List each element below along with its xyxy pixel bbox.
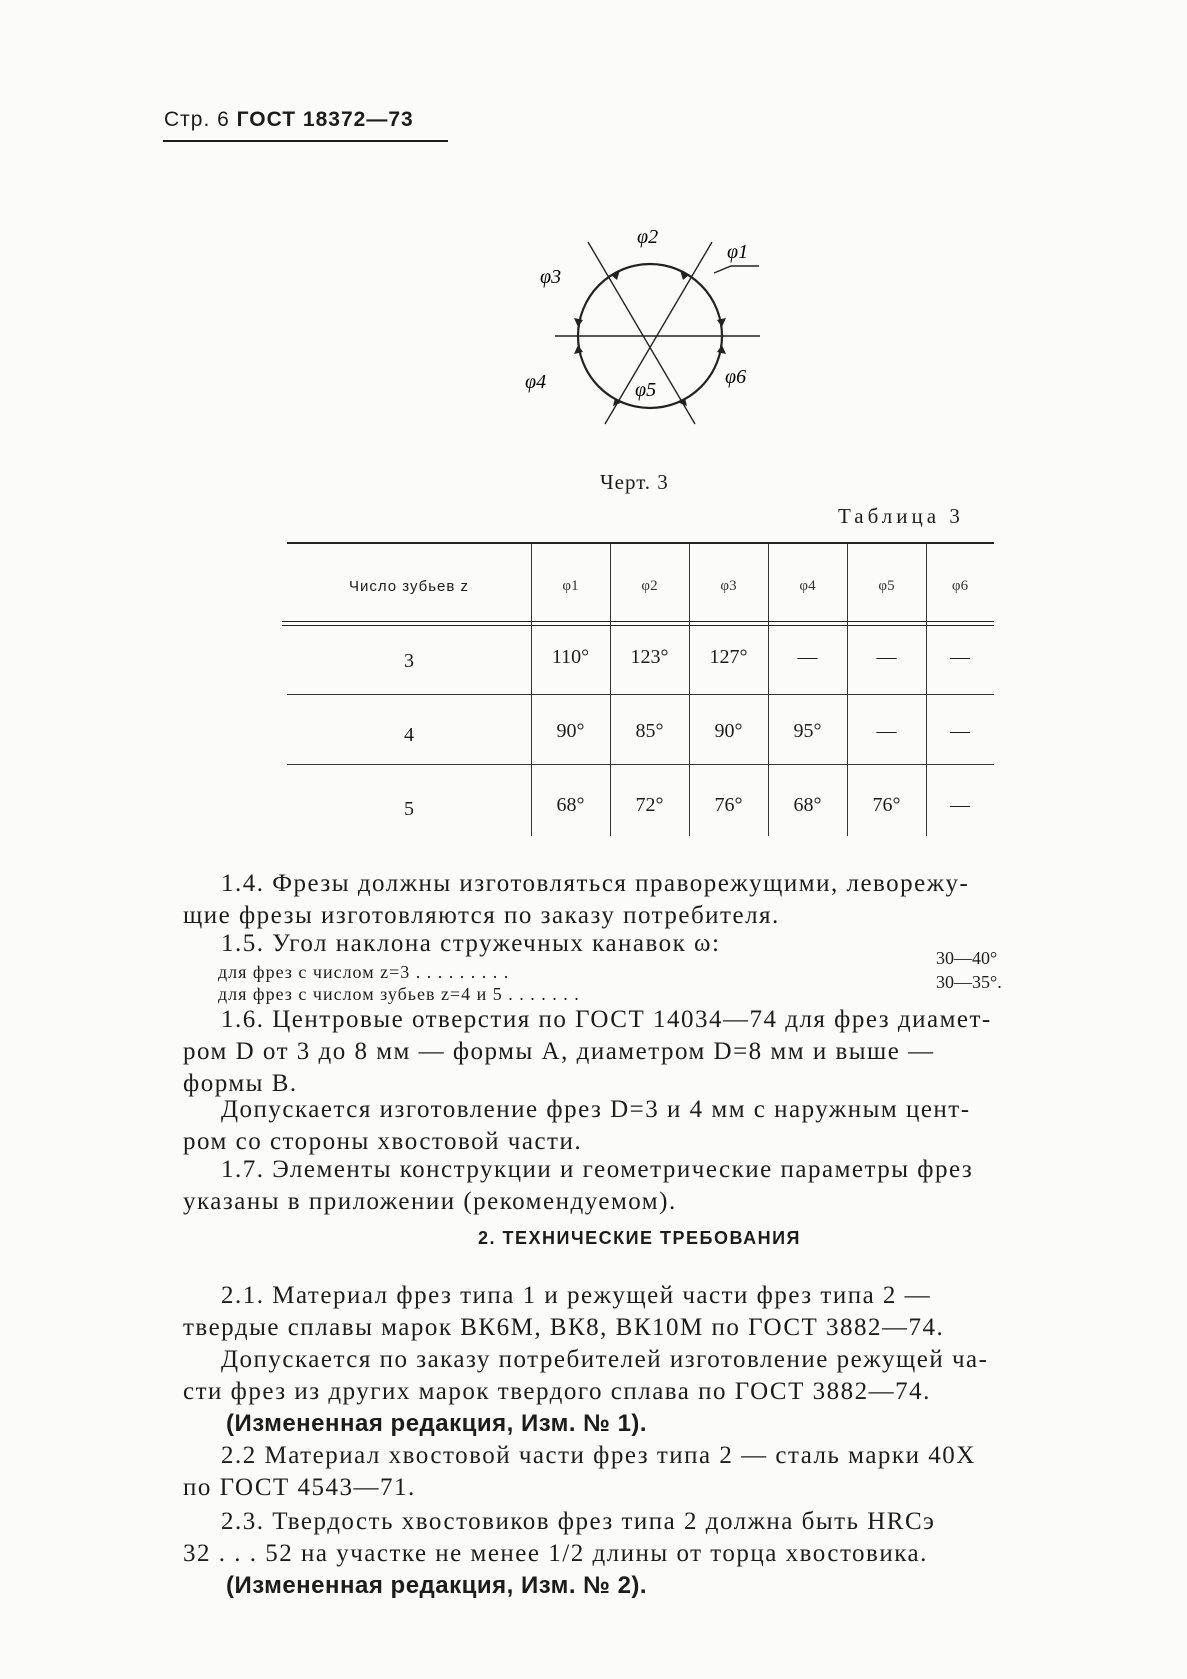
figure-caption: Черт. 3 [600, 470, 669, 494]
table-top-rule [287, 542, 994, 544]
table-head-rule [282, 621, 994, 626]
phi6-label: φ6 [725, 366, 747, 388]
angle-item-z3: для фрез с числом z=3 . . . . . . . . . [218, 962, 510, 982]
table-cell: 123° [630, 646, 669, 668]
table-cell: 90° [556, 720, 585, 742]
phi4-label: φ4 [525, 371, 547, 393]
angle-item-z45: для фрез с числом зубьев z=4 и 5 . . . . . . . [218, 984, 580, 1004]
phi1-label: φ1 [727, 241, 749, 263]
table-cell: — [950, 646, 970, 668]
table-cell: 76° [714, 794, 743, 816]
paragraph-2-1-note [183, 1344, 1113, 1408]
cutter-angle-diagram [525, 228, 765, 428]
table-cell: 5 [404, 798, 414, 820]
phi2-label: φ2 [637, 228, 659, 248]
text-line: 1.4. Фрезы должны изготовляться праворежущими, леворежу- [221, 870, 970, 897]
table-cell: 85° [635, 720, 664, 742]
table-cell: — [950, 720, 970, 742]
table-cell: 72° [635, 794, 664, 816]
table-cell: 90° [714, 720, 743, 742]
paragraph-1-7 [183, 1154, 1113, 1218]
table-header-cell: φ4 [799, 578, 816, 594]
text-line: ром D от 3 до 8 мм — формы A, диаметром D=8 мм и выше — [183, 1038, 935, 1065]
text-line: твердые сплавы марок ВК6М, ВК8, ВК10М по ГОСТ 3882—74. [183, 1314, 945, 1341]
table-row-rule [287, 694, 994, 695]
table-cell: — [876, 720, 897, 742]
table-header-cell: φ6 [951, 578, 969, 594]
page-number: Стр. 6 [164, 108, 230, 131]
text-line: формы B. [183, 1070, 298, 1097]
text-line: 2.2 Материал хвостовой части фрез типа 2 — сталь марки 40Х [221, 1442, 976, 1469]
table-header-cell: φ1 [562, 578, 579, 594]
text-line: по ГОСТ 4543—71. [183, 1474, 416, 1501]
text-line: 1.7. Элементы конструкции и геометрические параметры фрез [221, 1156, 974, 1183]
text-line: ром со стороны хвостовой части. [183, 1128, 583, 1155]
text-line: Допускается изготовление фрез D=3 и 4 мм с наружным цент- [221, 1096, 971, 1123]
amendment-note-2: (Измененная редакция, Изм. № 2). [226, 1572, 648, 1599]
table-cell: 4 [404, 724, 414, 746]
paragraph-2-3 [183, 1506, 1113, 1570]
paragraph-1-6-note [183, 1094, 1113, 1158]
paragraph-2-1 [183, 1280, 1113, 1344]
page-header [164, 108, 414, 132]
table-cell: — [797, 646, 818, 668]
table-cell: — [950, 794, 970, 816]
angle-value-z45: 30—35°. [936, 972, 1002, 992]
table-header-cell: φ3 [720, 578, 737, 594]
paragraph-2-2 [183, 1440, 1113, 1504]
table-cell: 3 [404, 650, 414, 672]
table-cell: 110° [551, 646, 590, 668]
text-line: 1.6. Центровые отверстия по ГОСТ 14034—74 для фрез диамет- [221, 1006, 992, 1033]
paragraph-1-5: 1.5. Угол наклона стружечных канавок ω: [221, 930, 721, 957]
paragraph-1-6 [183, 1004, 1113, 1100]
table-cell: 68° [556, 794, 585, 816]
table-row-rule [287, 764, 994, 765]
table-header-cell: φ5 [878, 578, 895, 594]
table-cell: 127° [709, 646, 748, 668]
table-header-cell: φ2 [641, 578, 658, 594]
amendment-note-1: (Измененная редакция, Изм. № 1). [226, 1410, 648, 1437]
text-line: Допускается по заказу потребителей изготовление режущей ча- [221, 1346, 989, 1373]
header-rule [163, 140, 448, 142]
standard-number: ГОСТ 18372—73 [236, 108, 414, 131]
paragraph-1-4 [183, 868, 1113, 932]
table-cell: 95° [793, 720, 822, 742]
text-line: щие фрезы изготовляются по заказу потребителя. [183, 902, 780, 929]
table-header-cell: Число зубьев z [348, 578, 470, 595]
table-cell: — [876, 646, 897, 668]
table-title: Таблица 3 [838, 504, 964, 528]
text-line: 2.3. Твердость хвостовиков фрез типа 2 должна быть HRCэ [221, 1508, 936, 1535]
phi3-label: φ3 [540, 266, 562, 288]
angle-value-z3: 30—40° [936, 948, 998, 968]
phi5-label: φ5 [635, 379, 657, 401]
text-line: 2.1. Материал фрез типа 1 и режущей части фрез типа 2 — [221, 1282, 932, 1309]
table-cell: 76° [872, 794, 901, 816]
text-line: сти фрез из других марок твердого сплава по ГОСТ 3882—74. [183, 1378, 931, 1405]
text-line: указаны в приложении (рекомендуемом). [183, 1188, 677, 1215]
section-heading: 2. ТЕХНИЧЕСКИЕ ТРЕБОВАНИЯ [478, 1228, 801, 1248]
table-cell: 68° [793, 794, 822, 816]
text-line: 32 . . . 52 на участке не менее 1/2 длины от торца хвостовика. [183, 1540, 928, 1567]
